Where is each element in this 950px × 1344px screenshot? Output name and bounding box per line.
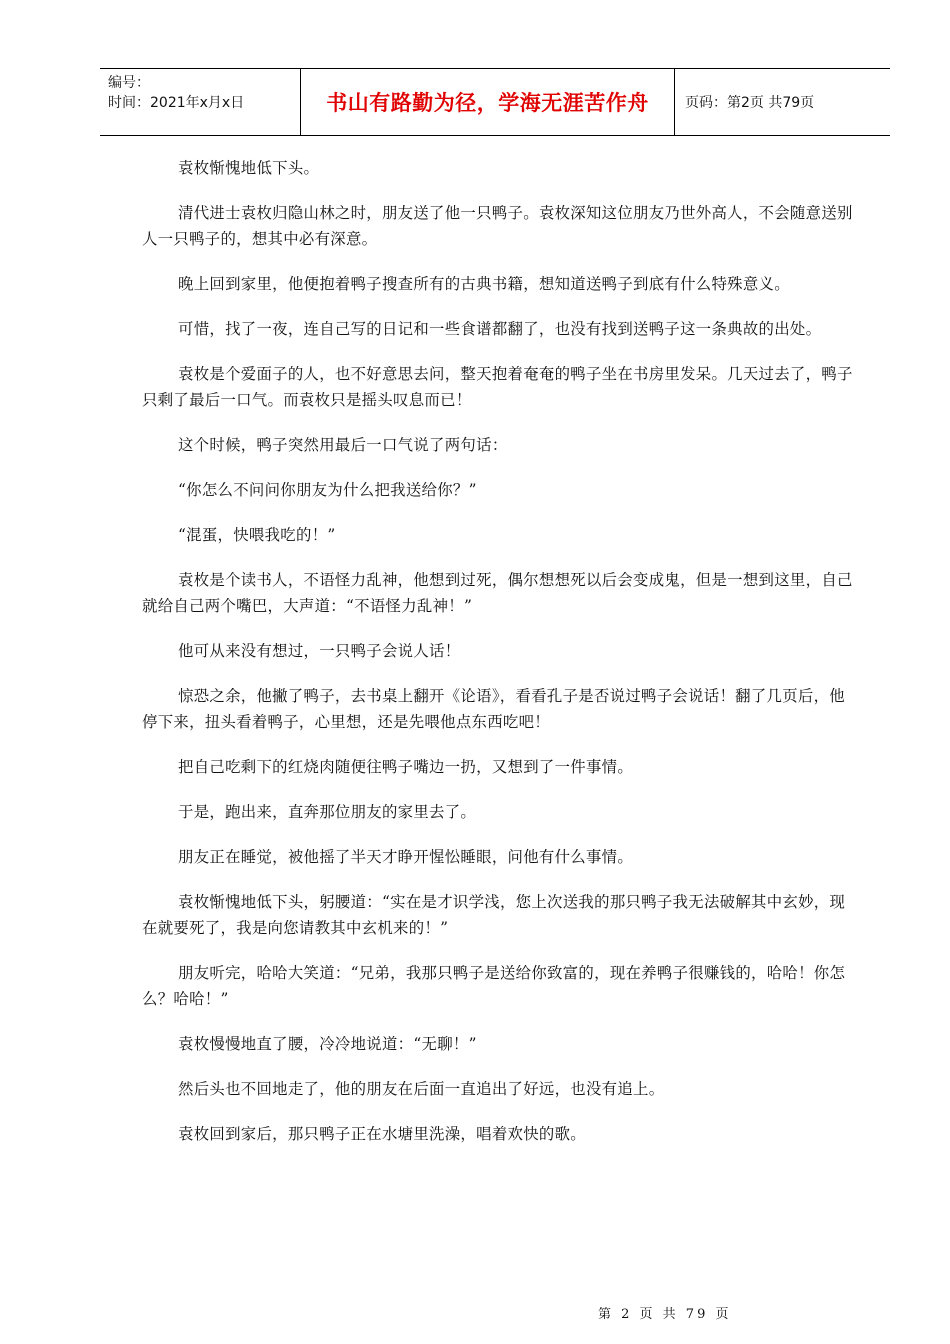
page-footer: 第 2 页 共 79 页 <box>598 1307 732 1322</box>
paragraph: 袁枚惭愧地低下头，躬腰道：“实在是才识学浅，您上次送我的那只鸭子我无法破解其中玄妙，现在就要死了，我是向您请教其中玄机来的！” <box>142 893 846 937</box>
paragraph: 袁枚慢慢地直了腰，冷冷地说道：“无聊！” <box>178 1035 477 1053</box>
page-header <box>100 68 890 136</box>
paragraph: 他可从来没有想过，一只鸭子会说人话！ <box>178 642 461 660</box>
header-motto: 书山有路勤为径，学海无涯苦作舟 <box>301 69 675 135</box>
paragraph: “混蛋，快喂我吃的！” <box>178 526 336 544</box>
paragraph: 袁枚是个爱面子的人，也不好意思去问，整天抱着奄奄的鸭子坐在书房里发呆。几天过去了，鸭子只剩了最后一口气。而袁枚只是摇头叹息而已！ <box>142 365 853 409</box>
paragraph: 清代进士袁枚归隐山林之时，朋友送了他一只鸭子。袁枚深知这位朋友乃世外高人，不会随意送别人一只鸭子的，想其中必有深意。 <box>142 204 853 248</box>
paragraph: 朋友正在睡觉，被他摇了半天才睁开惺忪睡眼，问他有什么事情。 <box>178 848 634 866</box>
time-label: 时间：2021年x月x日 <box>108 95 245 111</box>
paragraph: 把自己吃剩下的红烧肉随便往鸭子嘴边一扔，又想到了一件事情。 <box>178 758 634 776</box>
paragraph: 这个时候，鸭子突然用最后一口气说了两句话： <box>178 436 508 454</box>
paragraph: 可惜，找了一夜，连自己写的日记和一些食谱都翻了，也没有找到送鸭子这一条典故的出处。 <box>178 320 822 338</box>
header-meta <box>100 69 301 135</box>
paragraph: 晚上回到家里，他便抱着鸭子搜查所有的古典书籍，想知道送鸭子到底有什么特殊意义。 <box>178 275 790 293</box>
document-body <box>142 155 854 1166</box>
paragraph: 于是，跑出来，直奔那位朋友的家里去了。 <box>178 803 477 821</box>
paragraph: 惊恐之余，他撇了鸭子，去书桌上翻开《论语》，看看孔子是否说过鸭子会说话！翻了几页后，他停下来，扭头看着鸭子，心里想，还是先喂他点东西吃吧！ <box>142 687 845 731</box>
paragraph: 袁枚回到家后，那只鸭子正在水塘里洗澡，唱着欢快的歌。 <box>178 1125 586 1143</box>
header-page-info: 页码：第2页 共79页 <box>685 95 815 111</box>
serial-label: 编号： <box>108 75 150 91</box>
paragraph: “你怎么不问问你朋友为什么把我送给你？” <box>178 481 477 499</box>
paragraph: 袁枚惭愧地低下头。 <box>178 159 320 177</box>
paragraph: 朋友听完，哈哈大笑道：“兄弟，我那只鸭子是送给你致富的，现在养鸭子很赚钱的，哈哈！你怎么？哈哈！” <box>142 964 846 1008</box>
paragraph: 然后头也不回地走了，他的朋友在后面一直追出了好远，也没有追上。 <box>178 1080 665 1098</box>
paragraph: 袁枚是个读书人，不语怪力乱神，他想到过死，偶尔想想死以后会变成鬼，但是一想到这里，自己就给自己两个嘴巴，大声道：“不语怪力乱神！” <box>142 571 853 615</box>
